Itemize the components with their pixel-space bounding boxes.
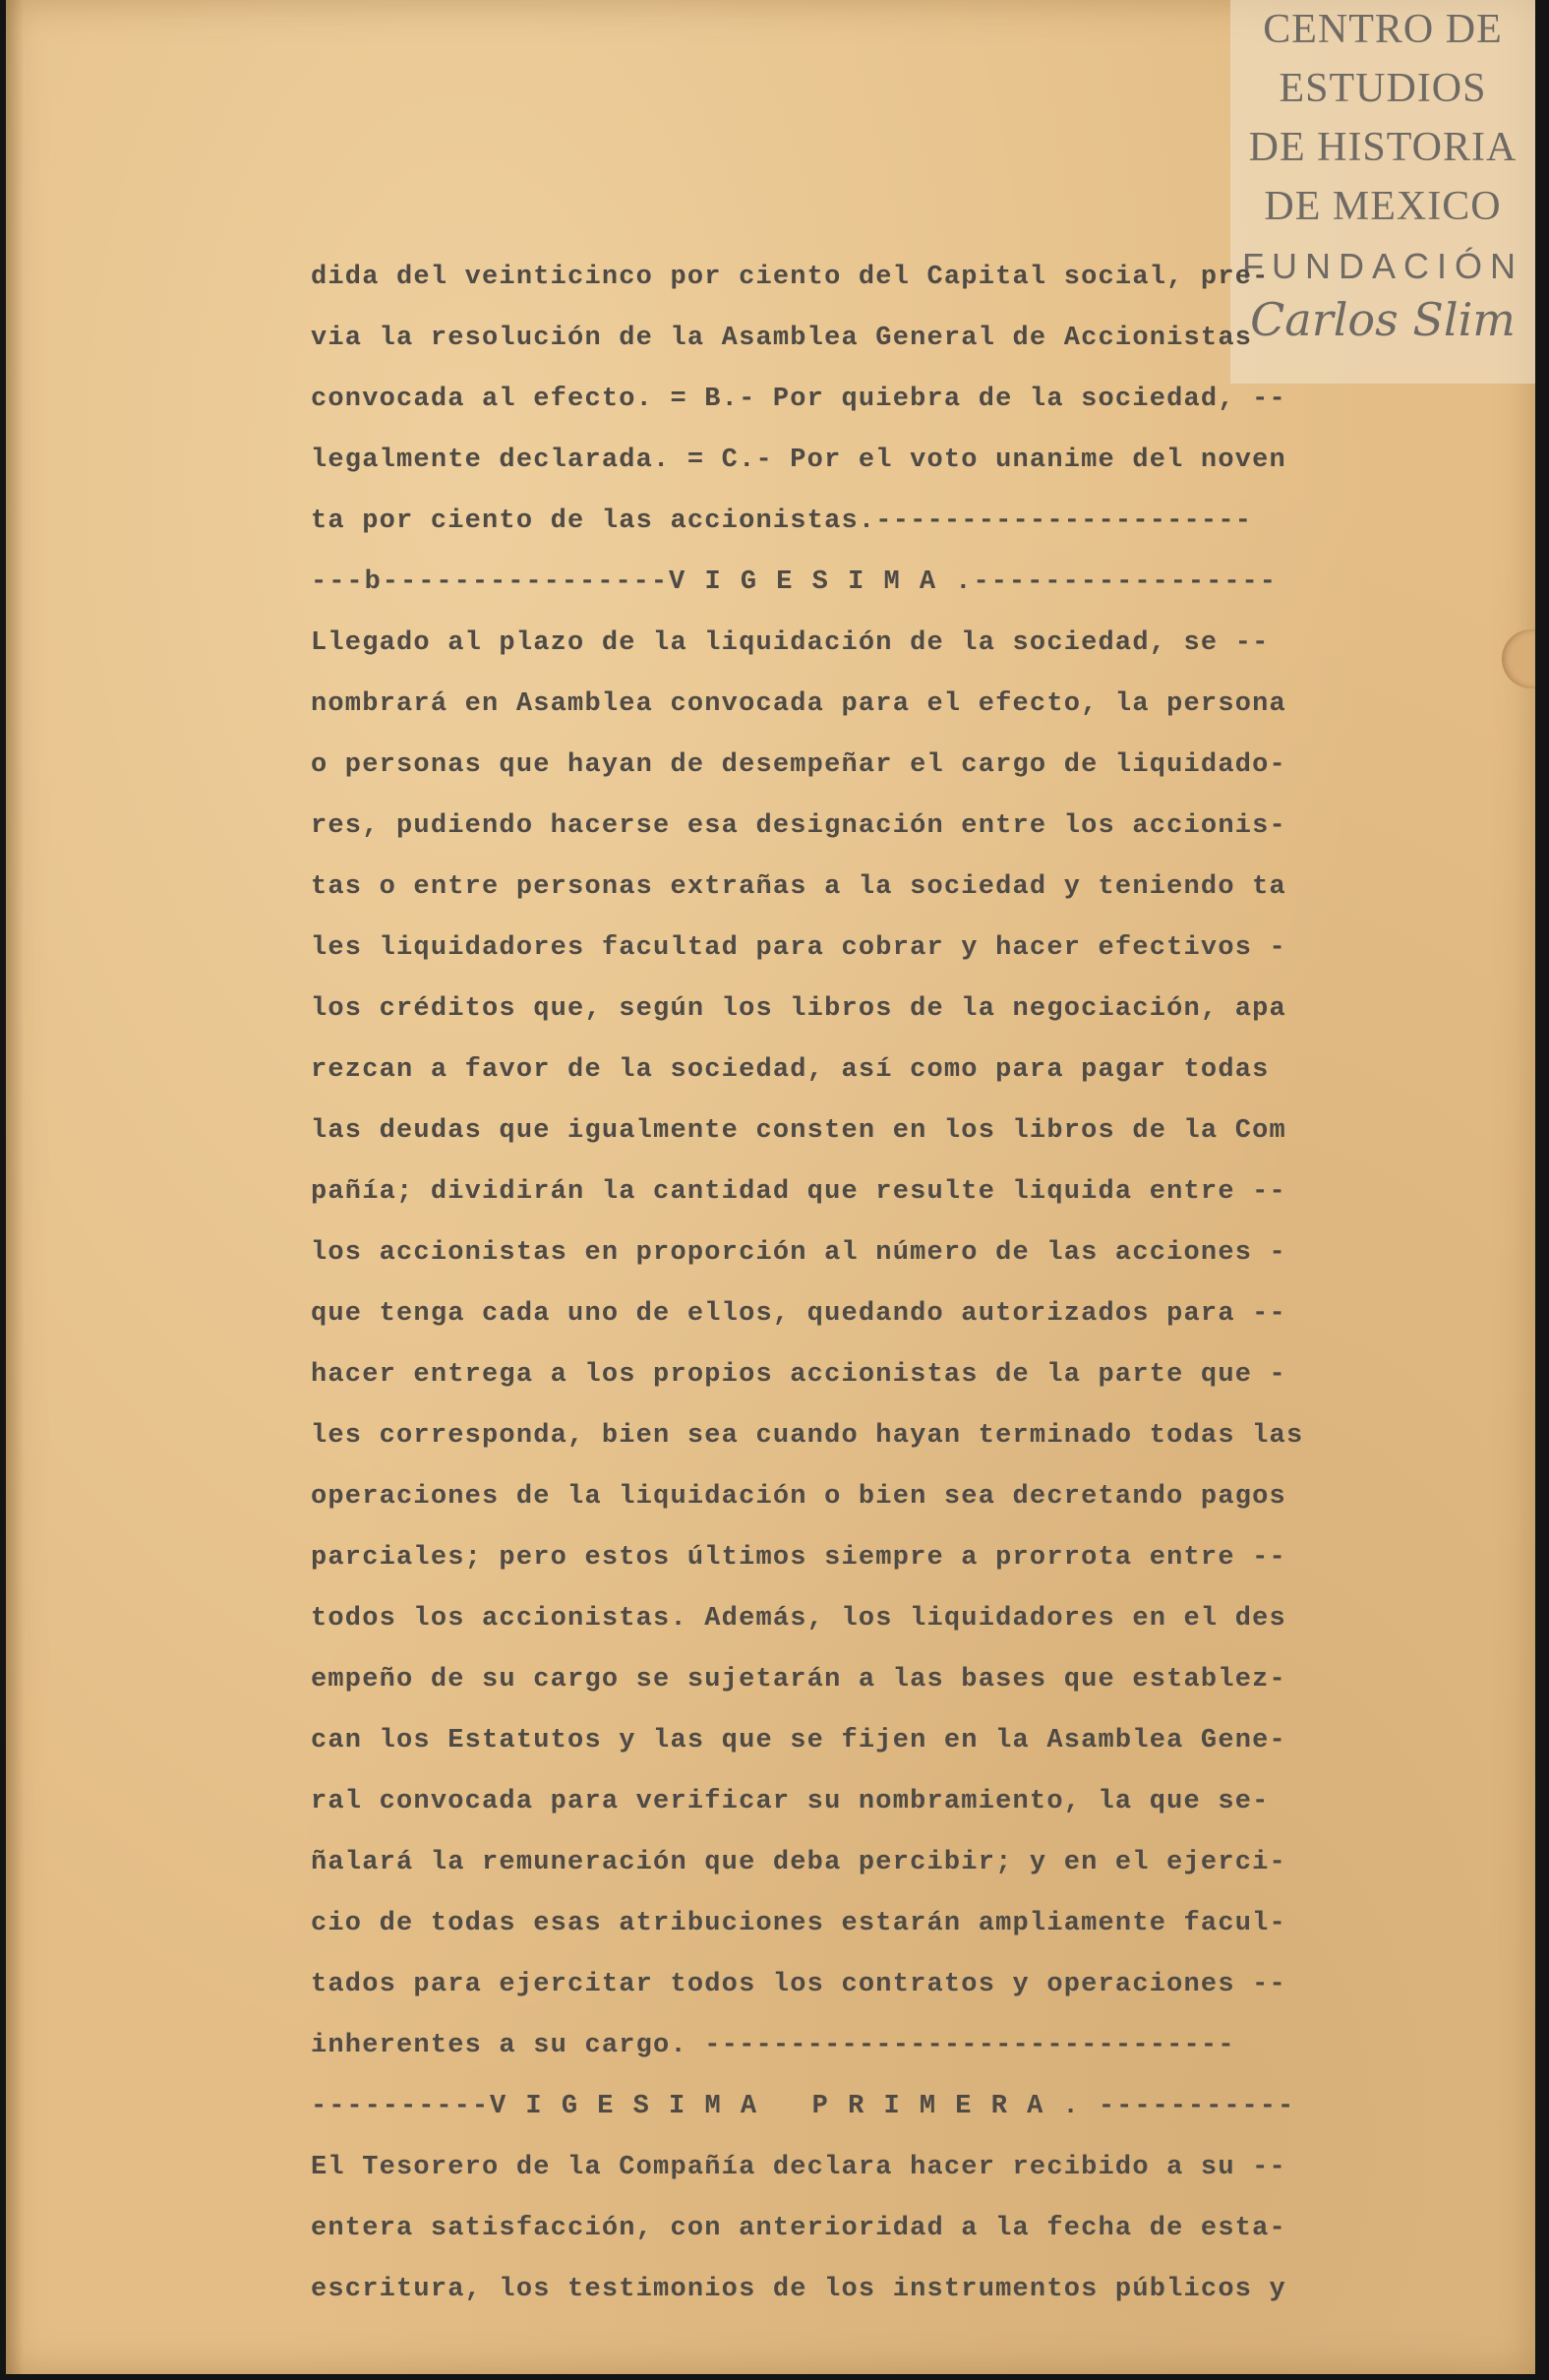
text-line: ral convocada para verificar su nombramiento, la que se- bbox=[311, 1787, 1270, 1816]
text-line: dida del veinticinco por ciento del Capital social, pre- bbox=[311, 263, 1270, 292]
watermark-line: DE MEXICO bbox=[1264, 184, 1502, 229]
page-edge-shadow bbox=[6, 0, 24, 2374]
text-line: que tenga cada uno de ellos, quedando autorizados para -- bbox=[311, 1299, 1286, 1329]
text-line: via la resolución de la Asamblea General de Accionistas bbox=[311, 324, 1253, 353]
text-line: ta por ciento de las accionistas.---------------------- bbox=[311, 506, 1253, 536]
punch-hole bbox=[1502, 629, 1535, 688]
watermark-foundation: FUNDACIÓN bbox=[1242, 246, 1523, 286]
text-line: pañía; dividirán la cantidad que resulte liquida entre -- bbox=[311, 1177, 1286, 1207]
text-line: escritura, los testimonios de los instrumentos públicos y bbox=[311, 2275, 1286, 2304]
text-line: tas o entre personas extrañas a la sociedad y teniendo ta bbox=[311, 872, 1286, 902]
text-line: nombrará en Asamblea convocada para el efecto, la persona bbox=[311, 689, 1286, 719]
watermark-line: ESTUDIOS bbox=[1279, 66, 1487, 111]
watermark-signature: Carlos Slim bbox=[1250, 293, 1516, 346]
text-line: les liquidadores facultad para cobrar y hacer efectivos - bbox=[311, 933, 1286, 963]
text-line: convocada al efecto. = B.- Por quiebra de la sociedad, -- bbox=[311, 385, 1286, 414]
watermark-line: DE HISTORIA bbox=[1248, 125, 1518, 170]
text-line: inherentes a su cargo. ------------------------------- bbox=[311, 2031, 1235, 2060]
clause-heading: ----------V I G E S I M A P R I M E R A . ----------- bbox=[311, 2092, 1296, 2121]
text-line: rezcan a favor de la sociedad, así como para pagar todas bbox=[311, 1055, 1270, 1085]
watermark-institution bbox=[1230, 0, 1535, 236]
text-line: entera satisfacción, con anterioridad a la fecha de esta- bbox=[311, 2214, 1286, 2243]
text-line: o personas que hayan de desempeñar el cargo de liquidado- bbox=[311, 750, 1286, 780]
text-line: los accionistas en proporción al número de las acciones - bbox=[311, 1238, 1286, 1268]
text-line: res, pudiendo hacerse esa designación entre los accionis- bbox=[311, 811, 1286, 841]
text-line: legalmente declarada. = C.- Por el voto unanime del noven bbox=[311, 446, 1286, 475]
text-line: Llegado al plazo de la liquidación de la sociedad, se -- bbox=[311, 628, 1270, 658]
text-line: las deudas que igualmente consten en los libros de la Com bbox=[311, 1116, 1286, 1146]
text-line: ñalará la remuneración que deba percibir; y en el ejerci- bbox=[311, 1848, 1286, 1877]
text-line: cio de todas esas atribuciones estarán ampliamente facul- bbox=[311, 1909, 1286, 1938]
document-page bbox=[6, 0, 1535, 2374]
text-line: todos los accionistas. Además, los liquidadores en el des bbox=[311, 1604, 1286, 1634]
text-line: tados para ejercitar todos los contratos y operaciones -- bbox=[311, 1970, 1286, 1999]
text-line: parciales; pero estos últimos siempre a prorrota entre -- bbox=[311, 1543, 1286, 1573]
text-line: hacer entrega a los propios accionistas de la parte que - bbox=[311, 1360, 1286, 1390]
text-line: can los Estatutos y las que se fijen en la Asamblea Gene- bbox=[311, 1726, 1286, 1755]
clause-heading: ---b----------------V I G E S I M A .----------------- bbox=[311, 567, 1278, 597]
text-line: les corresponda, bien sea cuando hayan terminado todas las bbox=[311, 1421, 1304, 1451]
watermark-line: CENTRO DE bbox=[1263, 7, 1503, 52]
text-line: operaciones de la liquidación o bien sea decretando pagos bbox=[311, 1482, 1286, 1512]
text-line: los créditos que, según los libros de la negociación, apa bbox=[311, 994, 1286, 1024]
text-line: El Tesorero de la Compañía declara hacer recibido a su -- bbox=[311, 2153, 1286, 2182]
text-line: empeño de su cargo se sujetarán a las bases que establez- bbox=[311, 1665, 1286, 1695]
typed-text-body bbox=[311, 258, 1378, 2331]
